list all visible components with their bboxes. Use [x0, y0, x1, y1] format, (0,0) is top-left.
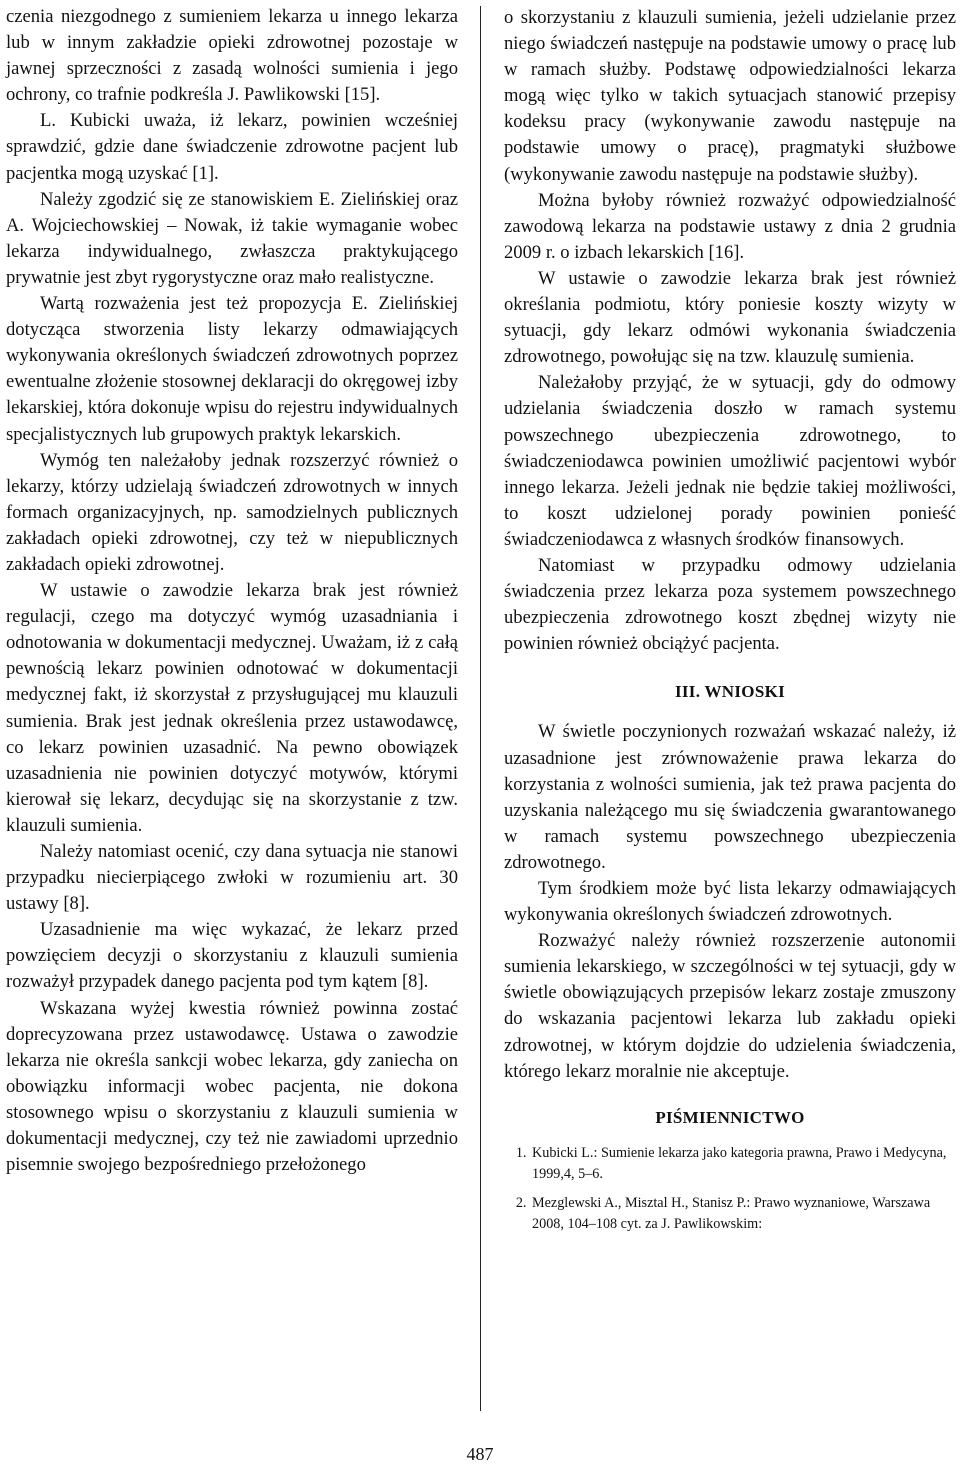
paragraph: Wymóg ten należałoby jednak rozszerzyć również o lekarzy, którzy udzielają świadczeń zdrowotnych w innych formach organizacyjnych, np. samodzielnych publicznych zakładach opieki zdrowotnej, czy też w niepublicznych zakładach opieki zdrowotnej. — [6, 449, 458, 575]
paragraph: Należy zgodzić się ze stanowiskiem E. Zielińskiej oraz A. Wojciechowskiej – Nowak, iż takie wymaganie wobec lekarza indywidualnego, zwłaszcza praktykującego prywatnie jest zbyt rygorystyczne oraz mało realistyczne. — [6, 188, 458, 288]
page-number: 487 — [466, 1444, 494, 1464]
paragraph: Rozważyć należy również rozszerzenie autonomii sumienia lekarskiego, w szczególności w tej sytuacji, gdy w świetle obowiązujących przepisów lekarz zostaje zmuszony do wskazania pacjentowi lekarza lub zakładu opieki zdrowotnej, w którym dojdzie do udzielenia świadczenia, którego lekarz moralnie nie akceptuje. — [504, 930, 956, 1082]
paragraph: W ustawie o zawodzie lekarza brak jest również określania podmiotu, który poniesie koszty wizyty w sytuacji, gdy lekarz odmówi wykonania świadczenia zdrowotnego, powołując się na tzw. klauzulę sumienia. — [504, 267, 956, 368]
paragraph: Wartą rozważenia jest też propozycja E. Zielińskiej dotycząca stworzenia listy lekarzy odmawiających wykonywania określonych świadczeń zdrowotnych poprzez ewentualne złożenie stosownej deklaracji do okręgowej izby lekarskiej, która dokonuje wpisu do rejestru indywidualnych specjalistycznych lub grupowych praktyk lekarskich. — [6, 293, 458, 445]
paragraph: Można byłoby również rozważyć odpowiedzialność zawodową lekarza na podstawie ustawy z dnia 2 grudnia 2009 r. o izbach lekarskich [16]. — [504, 189, 956, 263]
paragraph: o skorzystaniu z klauzuli sumienia, jeżeli udzielanie przez niego świadczeń następuje na podstawie umowy o pracę lub w ramach służby. Podstawę odpowiedzialności lekarza mogą więc tylko w takich sytuacjach stanowić przepisy kodeksu pracy (wykonywanie zawodu następuje na podstawie umowy o pracę), pragmatyki służbowe (wykonywanie zawodu następuje na podstawie służby). — [504, 7, 956, 185]
column-divider — [480, 6, 481, 1411]
references-heading: PIŚMIENNICTWO — [655, 1107, 805, 1127]
paragraph: Wskazana wyżej kwestia również powinna zostać doprecyzowana przez ustawodawcę. Ustawa o zawodzie lekarza nie określa sankcji wobec lekarza, gdy zaniecha on obowiązku informacji wobec pacjenta, nie dokona stosownego wpisu o skorzystaniu z klauzuli sumienia w dokumentacji medycznej, czy też nie zawiadomi uprzednio pisemnie swojego bezpośredniego przełożonego — [6, 997, 458, 1176]
paragraph: L. Kubicki uważa, iż lekarz, powinien wcześniej sprawdzić, gdzie dane świadczenie zdrowotne pacjent lub pacjentka mogą uzyskać [1]. — [6, 110, 458, 184]
paragraph: Tym środkiem może być lista lekarzy odmawiających wykonywania określonych świadczeń zdrowotnych. — [504, 878, 956, 926]
paragraph: W świetle poczynionych rozważań wskazać należy, iż uzasadnione jest zrównoważenie prawa lekarza do korzystania z wolności sumienia, jak też prawa pacjenta do uzyskania należącego mu się świadczenia gwarantowanego w ramach systemu powszechnego ubezpieczenia zdrowotnego. — [504, 721, 956, 873]
conclusions-heading: III. WNIOSKI — [674, 682, 786, 702]
paragraph: Natomiast w przypadku odmowy udzielania świadczenia przez lekarza poza systemem powszechnego ubezpieczenia zdrowotnego koszt zbędnej wizyty nie powinien również obciążyć pacjenta. — [504, 554, 956, 655]
references-list — [504, 1143, 956, 1235]
paragraph: Należałoby przyjąć, że w sytuacji, gdy do odmowy udzielania świadczenia doszło w ramach systemu powszechnego ubezpieczenia zdrowotnego, to świadczeniodawca powinien umożliwić pacjentowi wybór innego lekarza. Jeżeli jednak nie będzie takiej możliwości, to koszt udzielonej porady powinien ponieść świadczeniodawca z własnych środków finansowych. — [504, 372, 956, 550]
reference-item: 1. Kubicki L.: Sumienie lekarza jako kategoria prawna, Prawo i Medycyna, 1999,4, 5–6. — [530, 1143, 956, 1185]
paragraph: W ustawie o zawodzie lekarza brak jest również regulacji, czego ma dotyczyć wymóg uzasadniania i odnotowania w dokumentacji medycznej. Uważam, iż z całą pewnością lekarz powinien odnotować w dokumentacji medycznej fakt, iż skorzystał z przysługującej mu klauzuli sumienia. Brak jest jednak określenia przez ustawodawcę, co lekarz powinien uzasadnić. Na pewno obowiązek uzasadnienia nie powinien dotyczyć motywów, którymi kierował się lekarz, decydując się na skorzystanie z tzw. klauzuli sumienia. — [6, 580, 458, 836]
reference-item: 2. Mezglewski A., Misztal H., Stanisz P.: Prawo wyznaniowe, Warszawa 2008, 104–108 cyt. za J. Pawlikowskim: — [530, 1193, 956, 1235]
paragraph: Uzasadnienie ma więc wykazać, że lekarz przed powzięciem decyzji o skorzystaniu z klauzuli sumienia rozważył przypadek danego pacjenta pod tym kątem [8]. — [6, 919, 458, 993]
paragraph: Należy natomiast ocenić, czy dana sytuacja nie stanowi przypadku niecierpiącego zwłoki w rozumieniu art. 30 ustawy [8]. — [6, 841, 458, 915]
left-column — [6, 4, 458, 1178]
right-column — [504, 5, 956, 1243]
paragraph: czenia niezgodnego z sumieniem lekarza u innego lekarza lub w innym zakładzie opieki zdrowotnej pozostaje w jawnej sprzeczności z zasadą wolności sumienia i jego ochrony, co trafnie podkreśla J. Pawlikowski [15]. — [6, 6, 458, 106]
